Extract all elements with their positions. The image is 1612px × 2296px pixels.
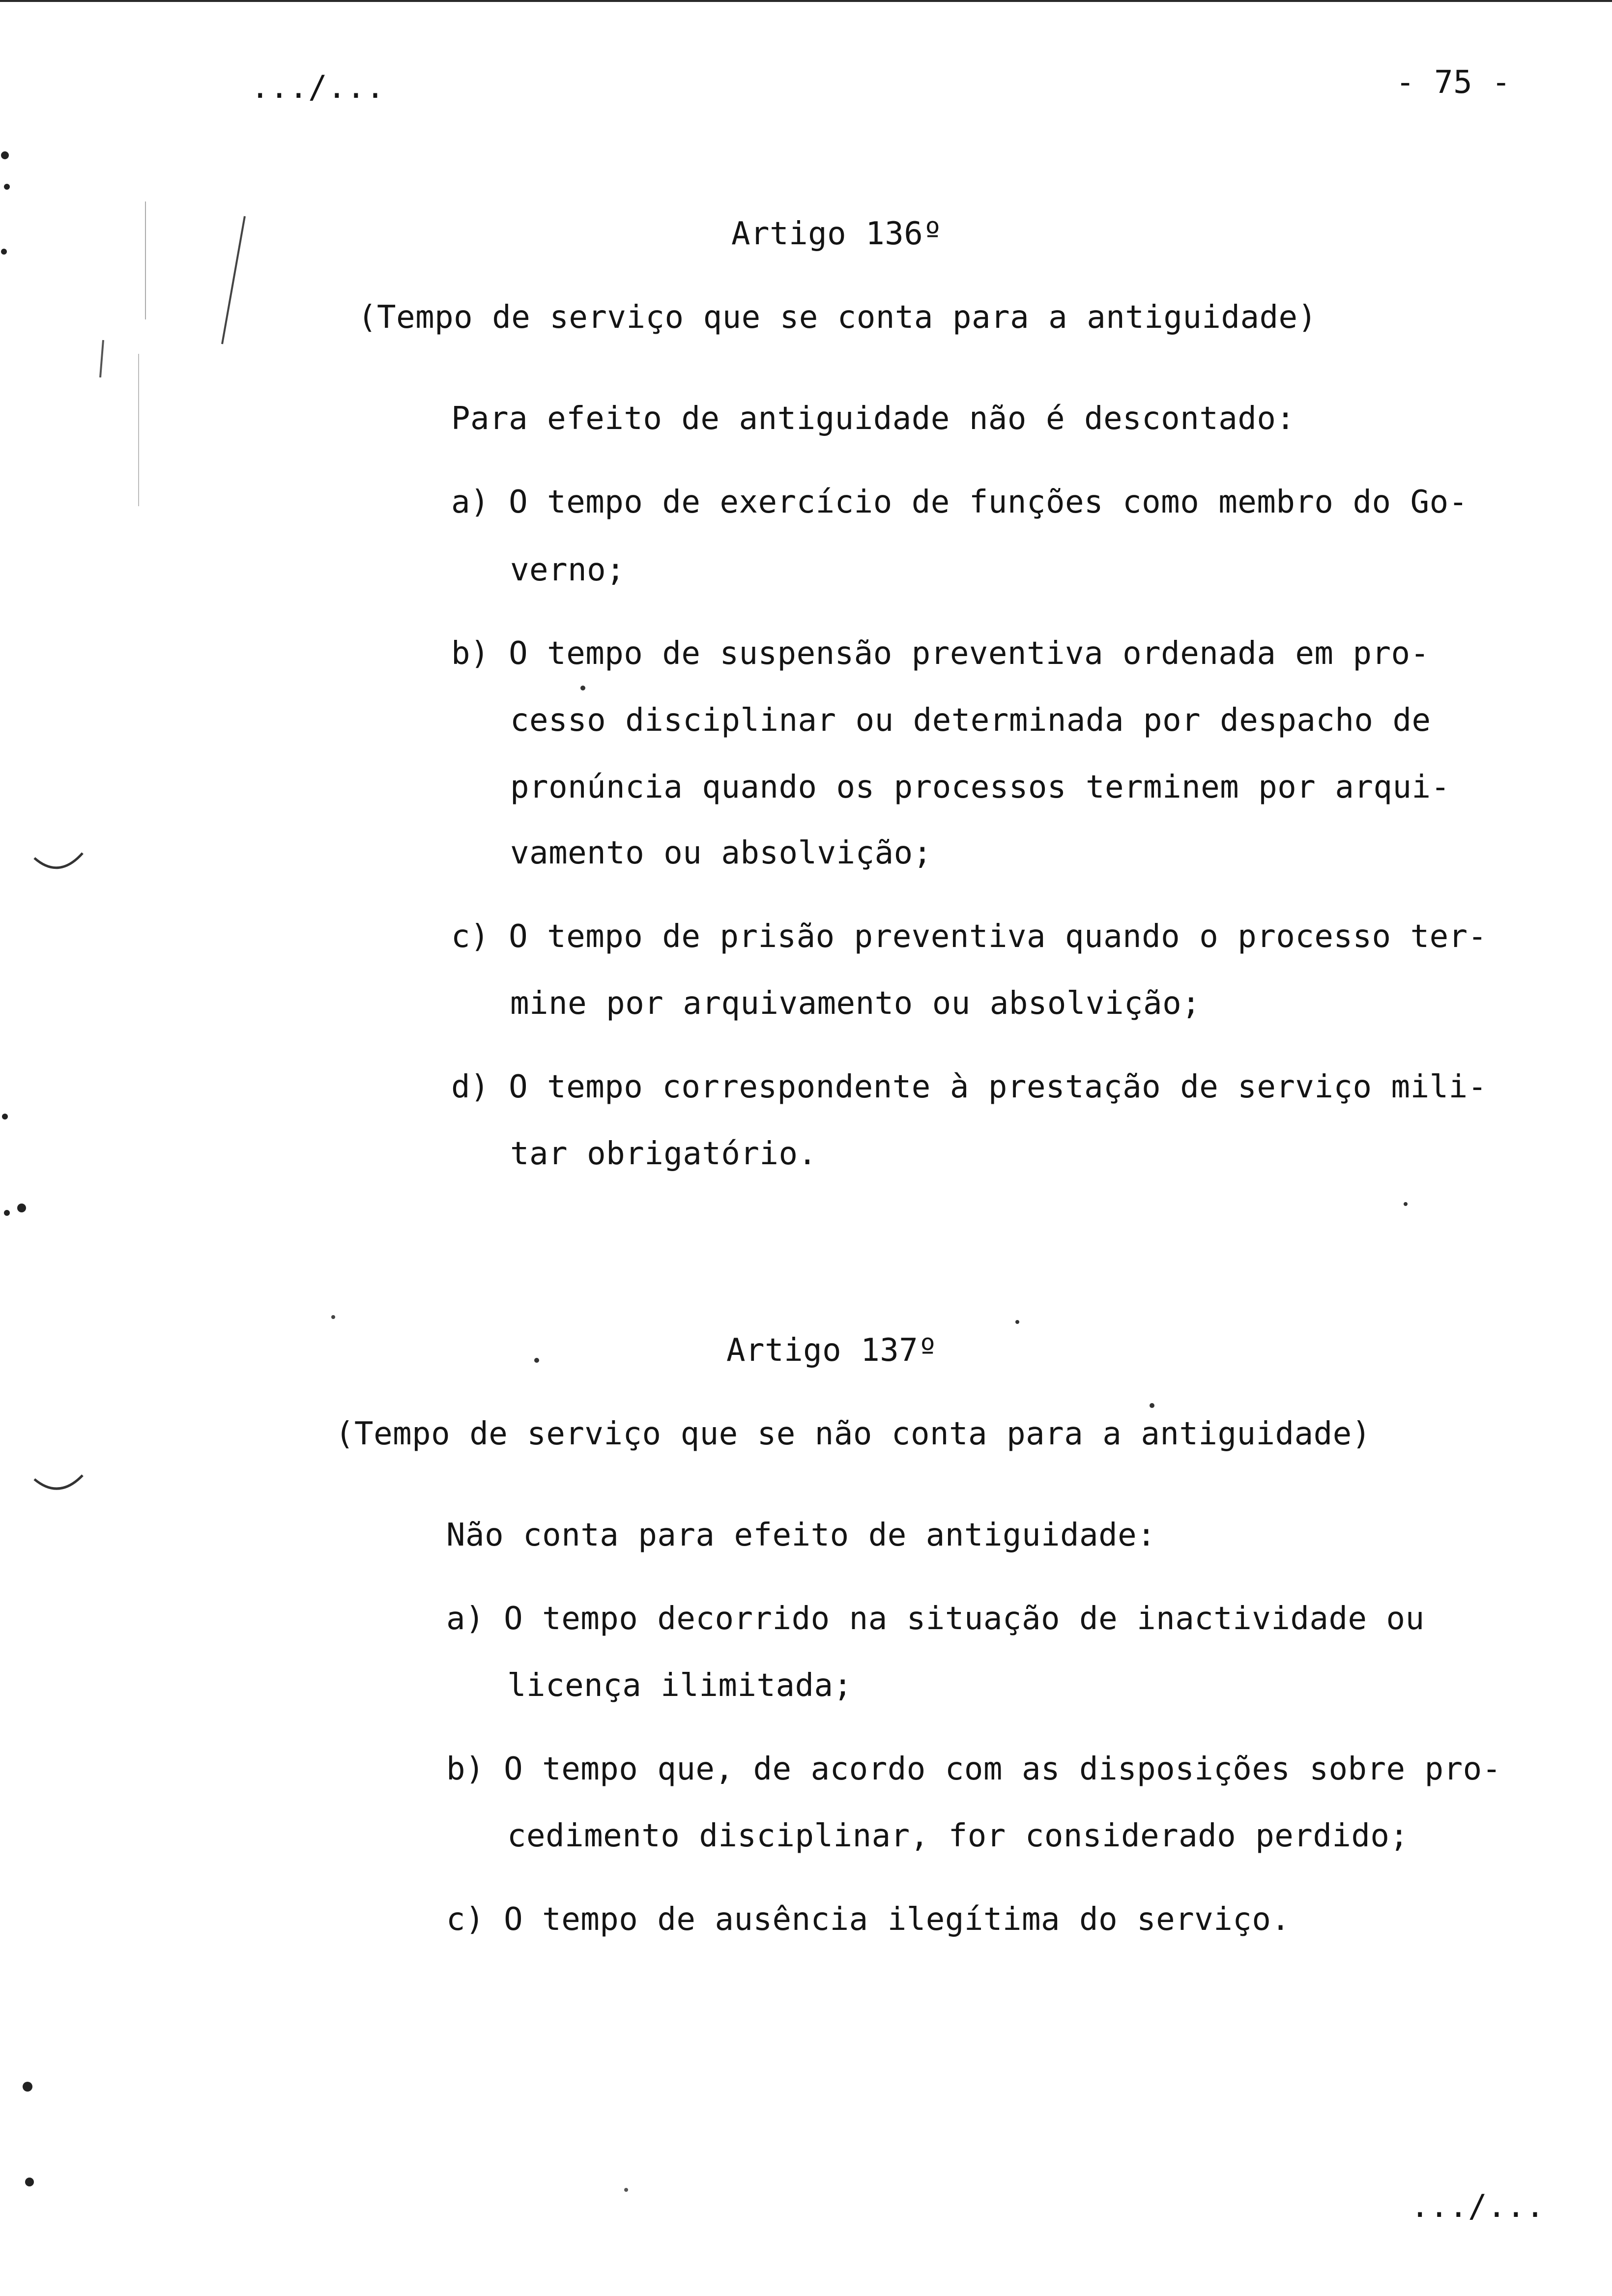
article-136-item-c-line-1: c) O tempo de prisão preventiva quando o processo ter-: [451, 918, 1487, 955]
article-137-title: Artigo 137º: [726, 1332, 938, 1369]
article-137-intro: Não conta para efeito de antiguidade:: [446, 1517, 1156, 1553]
margin-dot-mark: [17, 1204, 26, 1212]
speck-mark: [1150, 1403, 1154, 1408]
article-136-item-a-line-2: verno;: [510, 552, 626, 588]
article-136-item-a-line-1: a) O tempo de exercício de funções como membro do Go-: [451, 484, 1468, 520]
article-137-item-c-line-1: c) O tempo de ausência ilegítima do serviço.: [446, 1901, 1291, 1938]
article-136-item-b-line-4: vamento ou absolvição;: [510, 835, 932, 871]
margin-dot-mark: [2, 1114, 8, 1119]
article-137-item-b-line-2: cedimento disciplinar, for considerado perdido;: [507, 1818, 1409, 1854]
speck-mark: [580, 686, 585, 690]
article-137-item-a-line-2: licença ilimitada;: [507, 1667, 853, 1704]
pen-stroke-mark: [222, 216, 245, 344]
article-136-intro: Para efeito de antiguidade não é descontado:: [451, 401, 1295, 437]
article-137-subtitle: (Tempo de serviço que se não conta para a antiguidade): [335, 1416, 1371, 1452]
article-136-subtitle: (Tempo de serviço que se conta para a antiguidade): [358, 299, 1317, 336]
pen-stroke-mark: [100, 340, 103, 377]
continuation-mark-top: .../...: [251, 69, 385, 106]
margin-curve-mark: [34, 1475, 83, 1489]
article-137-item-b-line-1: b) O tempo que, de acordo com as disposições sobre pro-: [446, 1751, 1501, 1787]
margin-dot-mark: [25, 2178, 34, 2186]
page-number: - 75 -: [1396, 64, 1511, 101]
article-136-item-b-line-2: cesso disciplinar ou determinada por despacho de: [510, 702, 1431, 739]
margin-curve-mark: [34, 853, 83, 868]
article-136-item-d-line-2: tar obrigatório.: [510, 1136, 817, 1172]
speck-mark: [331, 1315, 335, 1319]
speck-mark: [534, 1358, 539, 1363]
article-137-item-a-line-1: a) O tempo decorrido na situação de inactividade ou: [446, 1601, 1425, 1637]
speck-mark: [1404, 1202, 1408, 1206]
article-136-item-d-line-1: d) O tempo correspondente à prestação de serviço mili-: [451, 1069, 1487, 1105]
margin-dot-mark: [1, 151, 9, 159]
article-136-item-c-line-2: mine por arquivamento ou absolvição;: [510, 985, 1201, 1022]
article-136-item-b-line-3: pronúncia quando os processos terminem por arqui-: [510, 769, 1450, 805]
margin-dot-mark: [4, 1210, 10, 1216]
margin-dot-mark: [4, 184, 10, 190]
article-136-title: Artigo 136º: [731, 216, 943, 252]
continuation-mark-bottom: .../...: [1410, 2188, 1545, 2225]
margin-dot-mark: [1, 249, 7, 255]
article-136-item-b-line-1: b) O tempo de suspensão preventiva ordenada em pro-: [451, 635, 1430, 672]
speck-mark: [1015, 1320, 1019, 1324]
speck-mark: [624, 2188, 628, 2192]
margin-dot-mark: [23, 2082, 32, 2092]
